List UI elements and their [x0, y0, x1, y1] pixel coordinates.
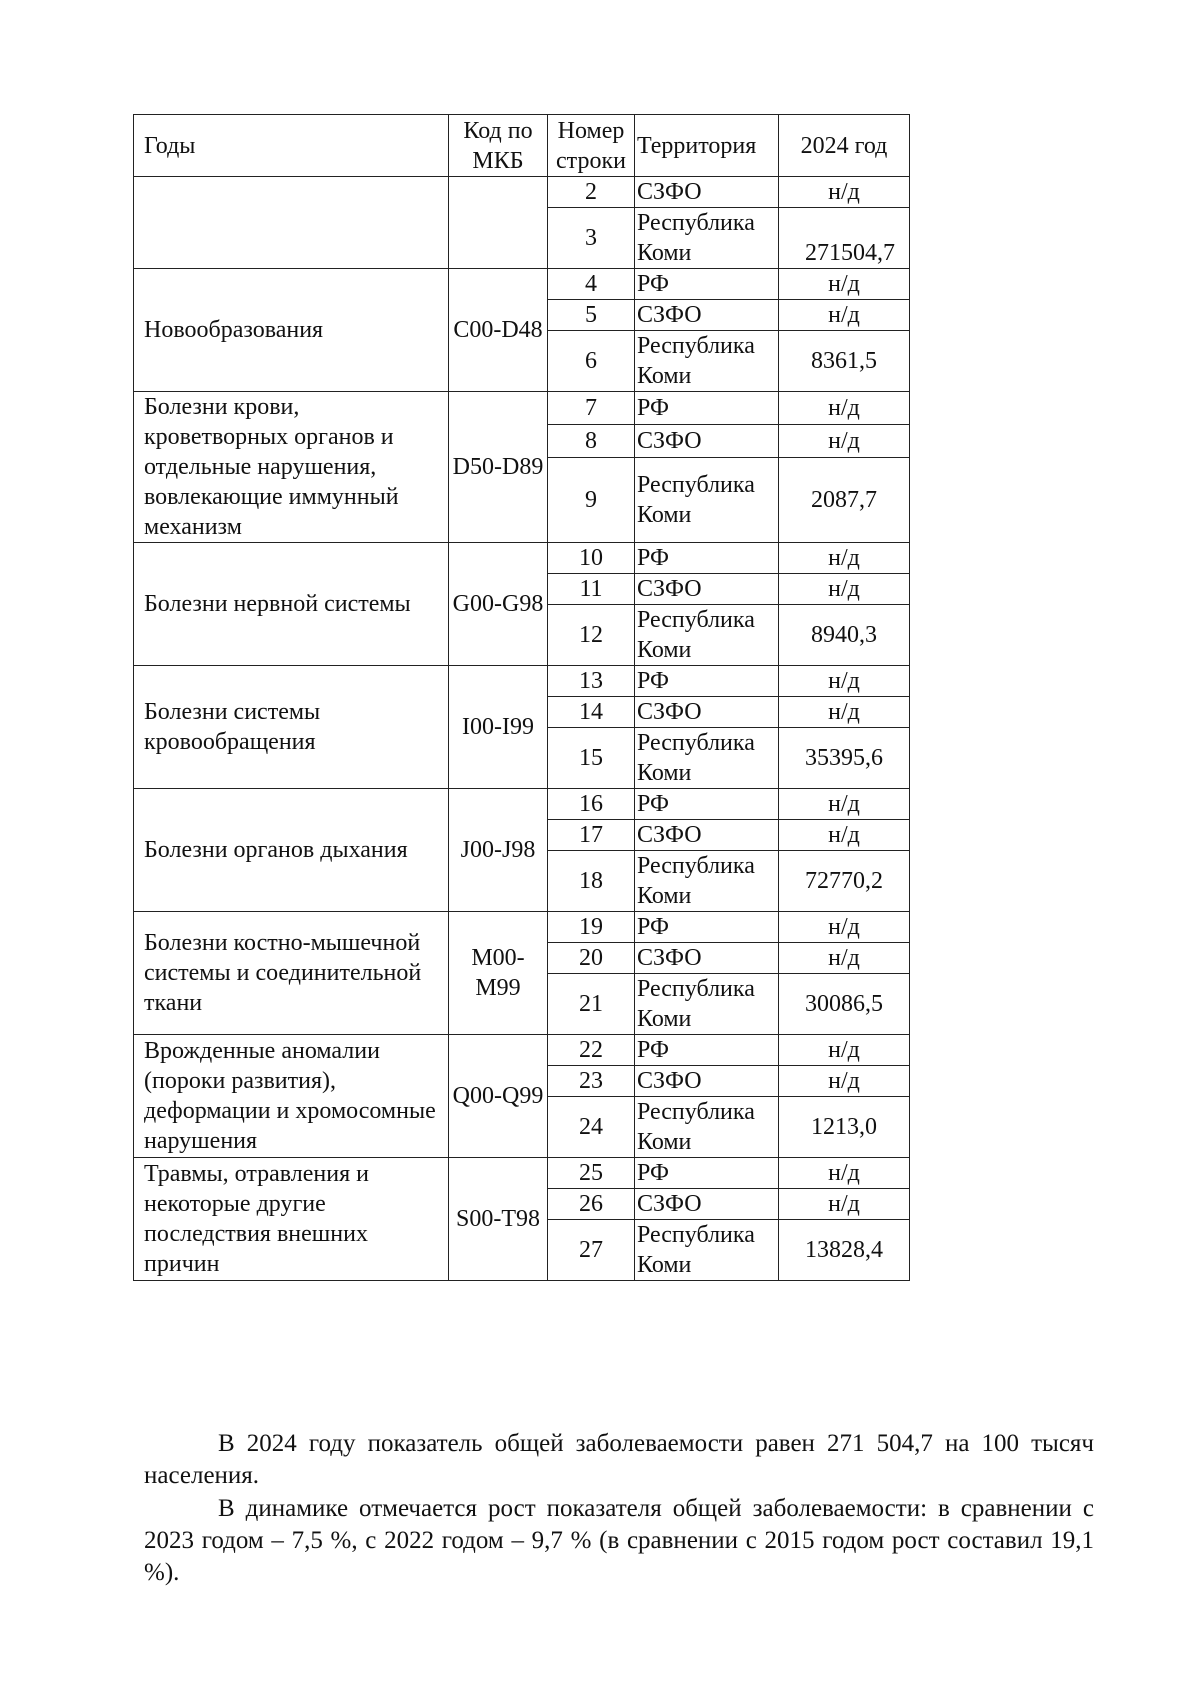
territory: Республика Коми	[635, 208, 779, 269]
disease-group-name: Травмы, отравления и некоторые другие последствия внешних причин	[134, 1158, 449, 1281]
territory: РФ	[635, 269, 779, 300]
disease-group-name: Болезни органов дыхания	[134, 789, 449, 912]
icd-code: M00-M99	[449, 912, 548, 1035]
row-number: 27	[548, 1220, 635, 1281]
disease-group-name: Болезни системы кровообращения	[134, 666, 449, 789]
row-number: 11	[548, 574, 635, 605]
icd-code: J00-J98	[449, 789, 548, 912]
value-2024: 2087,7	[779, 458, 910, 543]
icd-code: G00-G98	[449, 543, 548, 666]
value-2024: н/д	[779, 1035, 910, 1066]
table-row	[134, 912, 910, 943]
value-2024: 1213,0	[779, 1097, 910, 1158]
value-2024: н/д	[779, 1189, 910, 1220]
row-number: 18	[548, 851, 635, 912]
value-2024: 13828,4	[779, 1220, 910, 1281]
value-2024: 8361,5	[779, 331, 910, 392]
value-2024: 30086,5	[779, 974, 910, 1035]
value-2024: н/д	[779, 820, 910, 851]
row-number: 22	[548, 1035, 635, 1066]
disease-group-name: Болезни нервной системы	[134, 543, 449, 666]
territory: СЗФО	[635, 425, 779, 458]
row-number: 21	[548, 974, 635, 1035]
value-2024: н/д	[779, 269, 910, 300]
value-2024: н/д	[779, 177, 910, 208]
territory: РФ	[635, 543, 779, 574]
icd-code: S00-T98	[449, 1158, 548, 1281]
row-number: 13	[548, 666, 635, 697]
row-number: 24	[548, 1097, 635, 1158]
value-2024: 271504,7	[779, 208, 910, 269]
territory: СЗФО	[635, 300, 779, 331]
territory: Республика Коми	[635, 605, 779, 666]
table-row	[134, 543, 910, 574]
value-2024: н/д	[779, 300, 910, 331]
row-number: 26	[548, 1189, 635, 1220]
table-row	[134, 666, 910, 697]
row-number: 8	[548, 425, 635, 458]
territory: СЗФО	[635, 574, 779, 605]
table-row	[134, 789, 910, 820]
row-number: 2	[548, 177, 635, 208]
territory: Республика Коми	[635, 1220, 779, 1281]
table-row	[134, 392, 910, 425]
territory: Республика Коми	[635, 458, 779, 543]
value-2024: 72770,2	[779, 851, 910, 912]
value-2024: н/д	[779, 666, 910, 697]
territory: Республика Коми	[635, 851, 779, 912]
table-body	[134, 177, 910, 1281]
paragraph-total-morbidity: В 2024 году показатель общей заболеваемости равен 271 504,7 на 100 тысяч населения.	[144, 1430, 1094, 1489]
value-2024: н/д	[779, 943, 910, 974]
territory: РФ	[635, 912, 779, 943]
row-number: 25	[548, 1158, 635, 1189]
territory: СЗФО	[635, 697, 779, 728]
value-2024: н/д	[779, 392, 910, 425]
icd-code: D50-D89	[449, 392, 548, 543]
territory: СЗФО	[635, 1189, 779, 1220]
disease-group-name: Новообразования	[134, 269, 449, 392]
territory: РФ	[635, 392, 779, 425]
territory: СЗФО	[635, 943, 779, 974]
territory: РФ	[635, 1035, 779, 1066]
row-number: 5	[548, 300, 635, 331]
row-number: 6	[548, 331, 635, 392]
territory: СЗФО	[635, 820, 779, 851]
row-number: 15	[548, 728, 635, 789]
row-number: 14	[548, 697, 635, 728]
value-2024: 35395,6	[779, 728, 910, 789]
territory: СЗФО	[635, 1066, 779, 1097]
header-years: Годы	[134, 115, 449, 177]
value-2024: н/д	[779, 543, 910, 574]
value-2024: н/д	[779, 425, 910, 458]
row-number: 12	[548, 605, 635, 666]
row-number: 17	[548, 820, 635, 851]
table-row	[134, 177, 910, 208]
row-number: 3	[548, 208, 635, 269]
row-number: 20	[548, 943, 635, 974]
row-number: 10	[548, 543, 635, 574]
paragraph-dynamics: В динамике отмечается рост показателя общей заболеваемости: в сравнении с 2023 годом – 7,5 %, с 2022 годом – 9,7 % (в сравнении с 2015 годом рост составил 19,1 %).	[144, 1495, 1094, 1586]
disease-group-name: Врожденные аномалии (пороки развития), деформации и хромосомные нарушения	[134, 1035, 449, 1158]
territory: РФ	[635, 1158, 779, 1189]
row-number: 9	[548, 458, 635, 543]
value-2024: 8940,3	[779, 605, 910, 666]
territory: Республика Коми	[635, 974, 779, 1035]
icd-code: C00-D48	[449, 269, 548, 392]
table-row	[134, 269, 910, 300]
table-header-row	[134, 115, 910, 177]
icd-code: Q00-Q99	[449, 1035, 548, 1158]
territory: Республика Коми	[635, 1097, 779, 1158]
disease-group-name: Болезни крови, кроветворных органов и отдельные нарушения, вовлекающие иммунный механизм	[134, 392, 449, 543]
header-icd-code: Код по МКБ	[449, 115, 548, 177]
row-number: 19	[548, 912, 635, 943]
header-row-number: Номер строки	[548, 115, 635, 177]
territory: Республика Коми	[635, 728, 779, 789]
value-2024: н/д	[779, 574, 910, 605]
territory: СЗФО	[635, 177, 779, 208]
disease-group-name: Болезни костно-мышечной системы и соединительной ткани	[134, 912, 449, 1035]
disease-group-name	[134, 177, 449, 269]
row-number: 23	[548, 1066, 635, 1097]
territory: РФ	[635, 666, 779, 697]
table-row	[134, 1158, 910, 1189]
value-2024: н/д	[779, 697, 910, 728]
value-2024: н/д	[779, 789, 910, 820]
header-territory: Территория	[635, 115, 779, 177]
table-row	[134, 1035, 910, 1066]
value-2024: н/д	[779, 1158, 910, 1189]
icd-code: I00-I99	[449, 666, 548, 789]
header-year-2024: 2024 год	[779, 115, 910, 177]
value-2024: н/д	[779, 1066, 910, 1097]
row-number: 16	[548, 789, 635, 820]
territory: РФ	[635, 789, 779, 820]
row-number: 7	[548, 392, 635, 425]
territory: Республика Коми	[635, 331, 779, 392]
morbidity-table	[133, 114, 910, 1281]
icd-code	[449, 177, 548, 269]
row-number: 4	[548, 269, 635, 300]
value-2024: н/д	[779, 912, 910, 943]
